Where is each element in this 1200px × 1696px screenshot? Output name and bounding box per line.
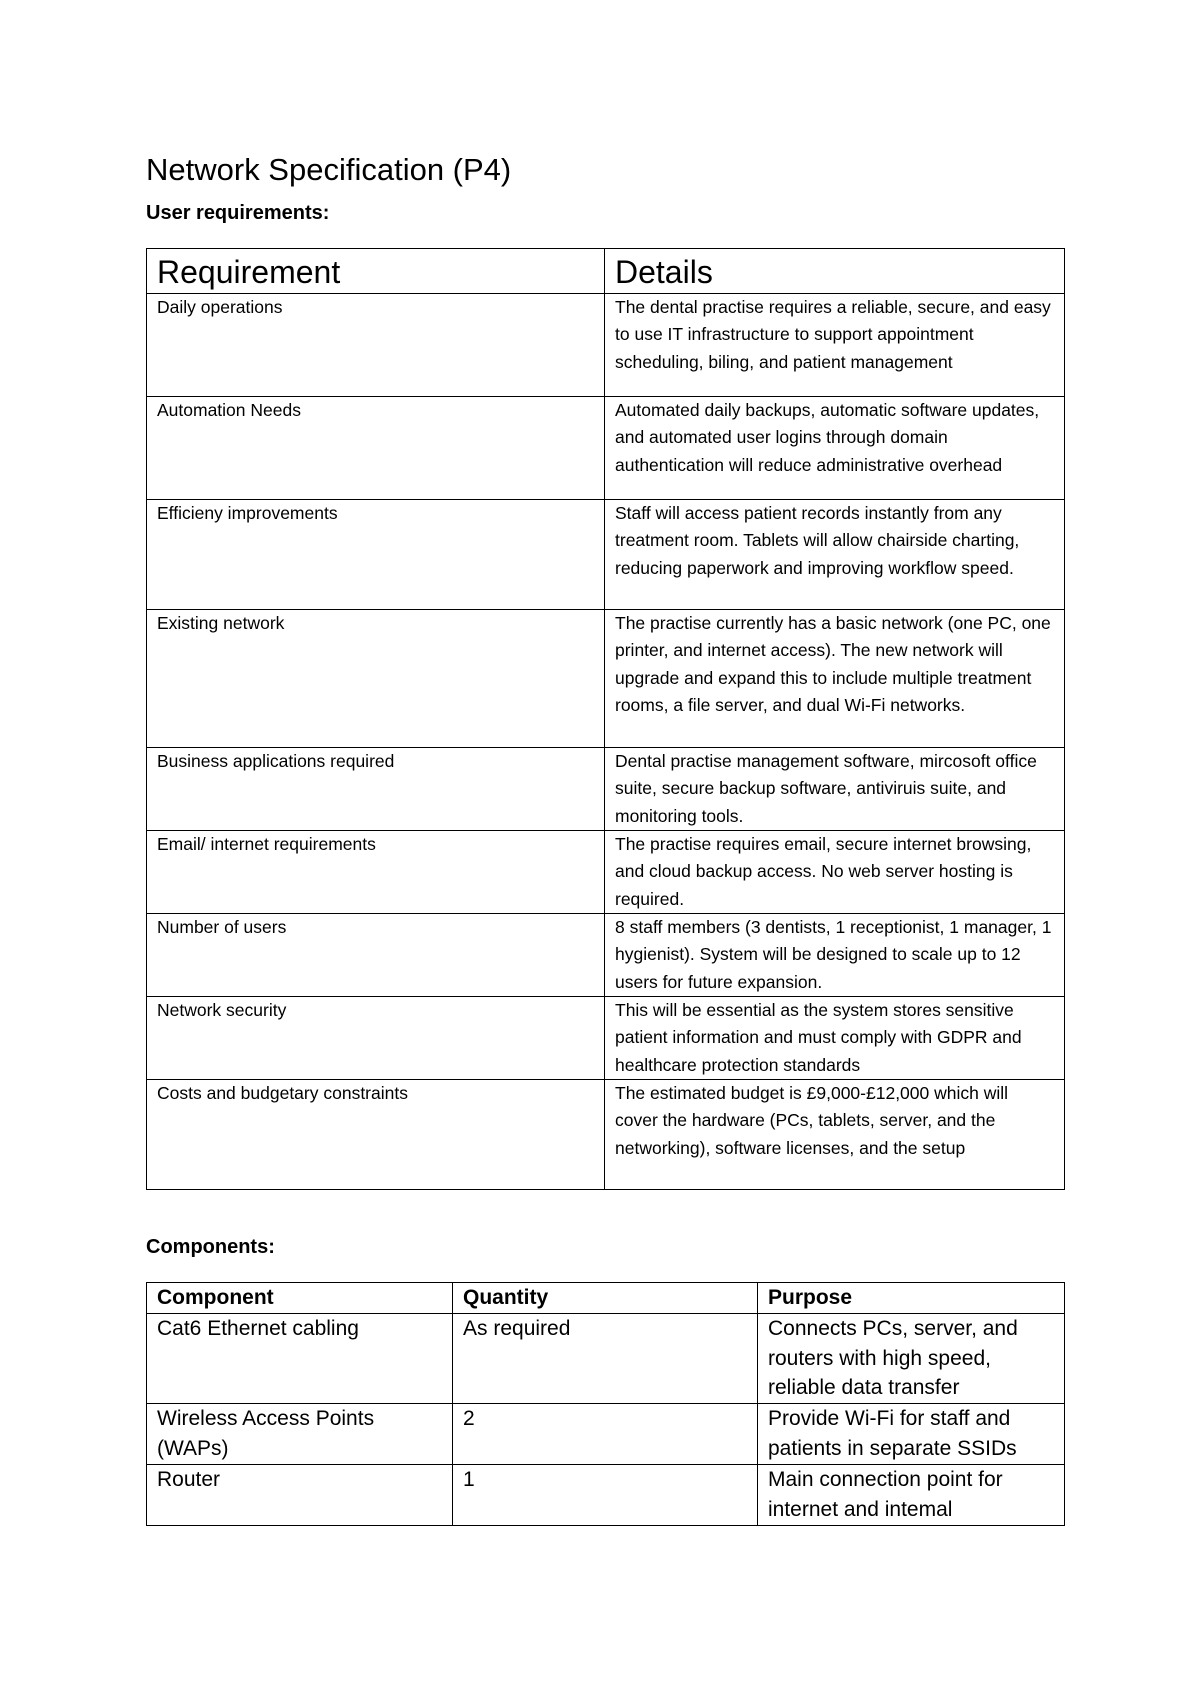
- requirement-cell: Business applications required: [147, 748, 605, 831]
- document-page: [146, 150, 1064, 1526]
- requirement-column-header: Requirement: [147, 249, 605, 294]
- component-cell: Router: [147, 1465, 453, 1526]
- requirement-cell: Email/ internet requirements: [147, 831, 605, 914]
- table-row: [147, 1314, 1065, 1404]
- quantity-cell: 1: [453, 1465, 758, 1526]
- components-heading: Components:: [146, 1236, 275, 1258]
- details-cell: The practise requires email, secure internet browsing, and cloud backup access. No web server hosting is required.: [605, 831, 1065, 914]
- components-table: [146, 1282, 1065, 1526]
- requirement-cell: Costs and budgetary constraints: [147, 1080, 605, 1190]
- requirement-cell: Automation Needs: [147, 397, 605, 500]
- details-cell: Automated daily backups, automatic software updates, and automated user logins through domain authentication will reduce administrative overhead: [605, 397, 1065, 500]
- details-cell: This will be essential as the system stores sensitive patient information and must comply with GDPR and healthcare protection standards: [605, 997, 1065, 1080]
- table-row: [147, 831, 1065, 914]
- component-cell: Cat6 Ethernet cabling: [147, 1314, 453, 1404]
- requirement-cell: Existing network: [147, 610, 605, 748]
- purpose-cell: Provide Wi-Fi for staff and patients in separate SSIDs: [758, 1404, 1065, 1465]
- purpose-column-header: Purpose: [758, 1283, 1065, 1314]
- requirement-cell: Network security: [147, 997, 605, 1080]
- details-column-header: Details: [605, 249, 1065, 294]
- requirements-table: [146, 248, 1065, 1190]
- table-row: [147, 397, 1065, 500]
- details-cell: Staff will access patient records instantly from any treatment room. Tablets will allow chairside charting, reducing paperwork and improving workflow speed.: [605, 500, 1065, 610]
- table-row: [147, 1465, 1065, 1526]
- table-row: [147, 914, 1065, 997]
- details-cell: The dental practise requires a reliable, secure, and easy to use IT infrastructure to support appointment scheduling, biling, and patient management: [605, 294, 1065, 397]
- table-row: [147, 610, 1065, 748]
- details-cell: Dental practise management software, mircosoft office suite, secure backup software, antiviruis suite, and monitoring tools.: [605, 748, 1065, 831]
- requirements-header-row: [147, 249, 1065, 294]
- component-cell: Wireless Access Points (WAPs): [147, 1404, 453, 1465]
- component-column-header: Component: [147, 1283, 453, 1314]
- table-row: [147, 294, 1065, 397]
- table-row: [147, 748, 1065, 831]
- table-row: [147, 500, 1065, 610]
- user-requirements-heading: User requirements:: [146, 202, 330, 224]
- table-row: [147, 997, 1065, 1080]
- quantity-cell: 2: [453, 1404, 758, 1465]
- details-cell: The practise currently has a basic network (one PC, one printer, and internet access). The new network will upgrade and expand this to include multiple treatment rooms, a file server, and dual Wi-Fi networks.: [605, 610, 1065, 748]
- details-cell: 8 staff members (3 dentists, 1 receptionist, 1 manager, 1 hygienist). System will be designed to scale up to 12 users for future expansion.: [605, 914, 1065, 997]
- details-cell: The estimated budget is £9,000-£12,000 which will cover the hardware (PCs, tablets, server, and the networking), software licenses, and the setup: [605, 1080, 1065, 1190]
- table-row: [147, 1080, 1065, 1190]
- requirement-cell: Efficieny improvements: [147, 500, 605, 610]
- document-title: Network Specification (P4): [146, 152, 512, 187]
- requirement-cell: Number of users: [147, 914, 605, 997]
- purpose-cell: Connects PCs, server, and routers with high speed, reliable data transfer: [758, 1314, 1065, 1404]
- purpose-cell: Main connection point for internet and intemal: [758, 1465, 1065, 1526]
- table-row: [147, 1404, 1065, 1465]
- quantity-column-header: Quantity: [453, 1283, 758, 1314]
- requirement-cell: Daily operations: [147, 294, 605, 397]
- quantity-cell: As required: [453, 1314, 758, 1404]
- components-header-row: [147, 1283, 1065, 1314]
